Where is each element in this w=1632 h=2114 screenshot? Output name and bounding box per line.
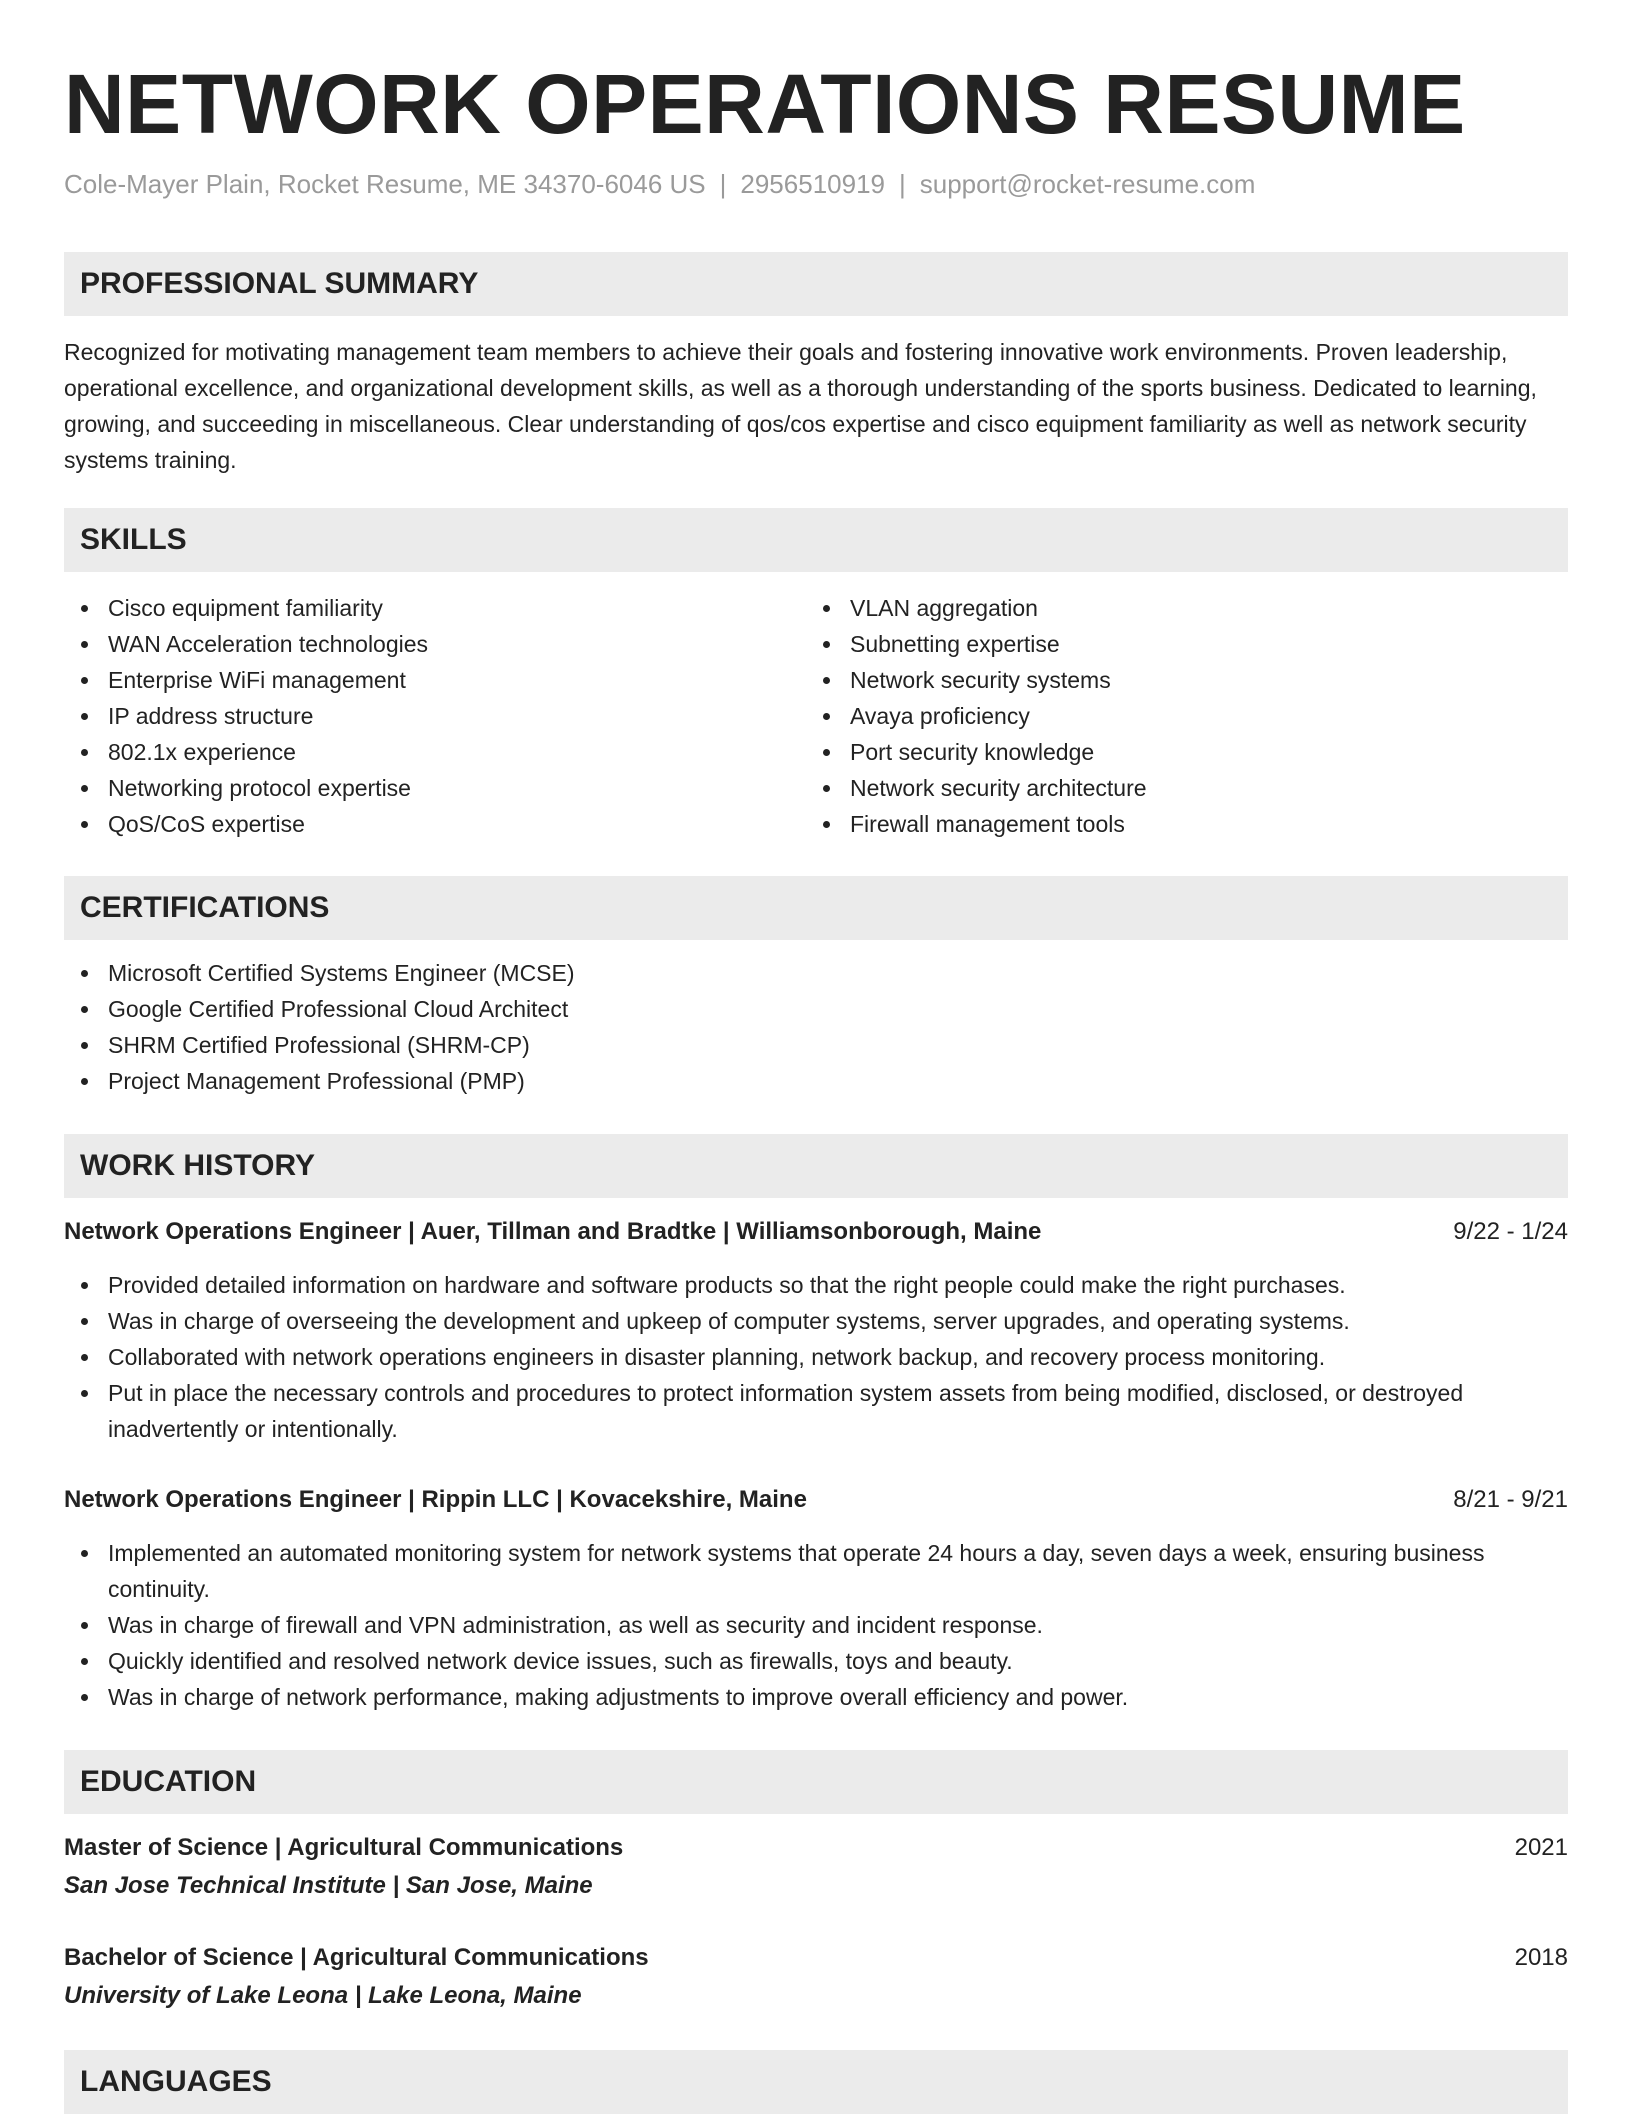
education-school: University of Lake Leona | Lake Leona, Maine <box>64 1982 582 2009</box>
job-dates: 8/21 - 9/21 <box>1453 1486 1568 1513</box>
job-bullets <box>64 1535 1568 1715</box>
section-header-summary: PROFESSIONAL SUMMARY <box>64 252 1568 316</box>
contact-email: support@rocket-resume.com <box>919 169 1256 199</box>
skill-item: IP address structure <box>64 698 804 734</box>
certifications-list <box>64 955 1568 1099</box>
skill-item: Port security knowledge <box>806 734 1546 770</box>
certification-item: Project Management Professional (PMP) <box>64 1063 1568 1099</box>
job-bullet: Was in charge of firewall and VPN administration, as well as security and incident response. <box>64 1607 1568 1643</box>
job-bullet: Was in charge of overseeing the development and upkeep of computer systems, server upgrades, and operating systems. <box>64 1303 1568 1339</box>
contact-phone: 2956510919 <box>740 169 885 199</box>
section-header-languages: LANGUAGES <box>64 2050 1568 2114</box>
education-school: San Jose Technical Institute | San Jose, Maine <box>64 1872 593 1899</box>
skill-item: Networking protocol expertise <box>64 770 804 806</box>
section-header-work-history: WORK HISTORY <box>64 1134 1568 1198</box>
certification-item: Google Certified Professional Cloud Architect <box>64 991 1568 1027</box>
education-header <box>64 1830 1568 1866</box>
section-header-certifications: CERTIFICATIONS <box>64 876 1568 940</box>
job-header <box>64 1482 1568 1518</box>
contact-address: Cole-Mayer Plain, Rocket Resume, ME 34370-6046 US <box>64 169 706 199</box>
contact-separator: | <box>899 169 906 199</box>
contact-line <box>64 166 1255 202</box>
section-header-education: EDUCATION <box>64 1750 1568 1814</box>
job-dates: 9/22 - 1/24 <box>1453 1218 1568 1245</box>
education-year: 2021 <box>1514 1834 1568 1861</box>
resume-title: NETWORK OPERATIONS RESUME <box>64 57 1466 151</box>
certification-item: SHRM Certified Professional (SHRM-CP) <box>64 1027 1568 1063</box>
skill-item: QoS/CoS expertise <box>64 806 804 842</box>
skill-item: Enterprise WiFi management <box>64 662 804 698</box>
skill-item: 802.1x experience <box>64 734 804 770</box>
skills-column-right <box>806 590 1546 842</box>
education-degree: Bachelor of Science | Agricultural Communications <box>64 1944 649 1971</box>
job-bullet: Implemented an automated monitoring system for network systems that operate 24 hours a day, seven days a week, ensuring business continuity. <box>64 1535 1568 1607</box>
skill-item: WAN Acceleration technologies <box>64 626 804 662</box>
skill-item: Network security systems <box>806 662 1546 698</box>
job-bullet: Provided detailed information on hardware and software products so that the right people could make the right purchases. <box>64 1267 1568 1303</box>
job-bullet: Collaborated with network operations engineers in disaster planning, network backup, and recovery process monitoring. <box>64 1339 1568 1375</box>
contact-separator: | <box>719 169 727 199</box>
skill-item: Cisco equipment familiarity <box>64 590 804 626</box>
summary-text: Recognized for motivating management team members to achieve their goals and fostering innovative work environments. Proven leadership, operational excellence, and organizational development skills, as well as a thorough understanding of the sports business. Dedicated to learning, growing, and succeeding in miscellaneous. Clear understanding of qos/cos expertise and cisco equipment familiarity as well as network security systems training. <box>64 339 1537 473</box>
job-bullet: Put in place the necessary controls and procedures to protect information system assets from being modified, disclosed, or destroyed inadvertently or intentionally. <box>64 1375 1568 1447</box>
job-bullet: Quickly identified and resolved network device issues, such as firewalls, toys and beauty. <box>64 1643 1568 1679</box>
job-title: Network Operations Engineer | Rippin LLC | Kovacekshire, Maine <box>64 1486 807 1513</box>
job-bullet: Was in charge of network performance, making adjustments to improve overall efficiency and power. <box>64 1679 1568 1715</box>
skill-item: Subnetting expertise <box>806 626 1546 662</box>
skill-item: Network security architecture <box>806 770 1546 806</box>
job-header <box>64 1214 1568 1250</box>
skill-item: Avaya proficiency <box>806 698 1546 734</box>
section-header-skills: SKILLS <box>64 508 1568 572</box>
skill-item: Firewall management tools <box>806 806 1546 842</box>
job-bullets <box>64 1267 1568 1447</box>
certification-item: Microsoft Certified Systems Engineer (MCSE) <box>64 955 1568 991</box>
education-header <box>64 1940 1568 1976</box>
skill-item: VLAN aggregation <box>806 590 1546 626</box>
skills-column-left <box>64 590 804 842</box>
education-year: 2018 <box>1514 1944 1568 1971</box>
education-degree: Master of Science | Agricultural Communications <box>64 1834 624 1861</box>
job-title: Network Operations Engineer | Auer, Tillman and Bradtke | Williamsonborough, Maine <box>64 1218 1042 1245</box>
